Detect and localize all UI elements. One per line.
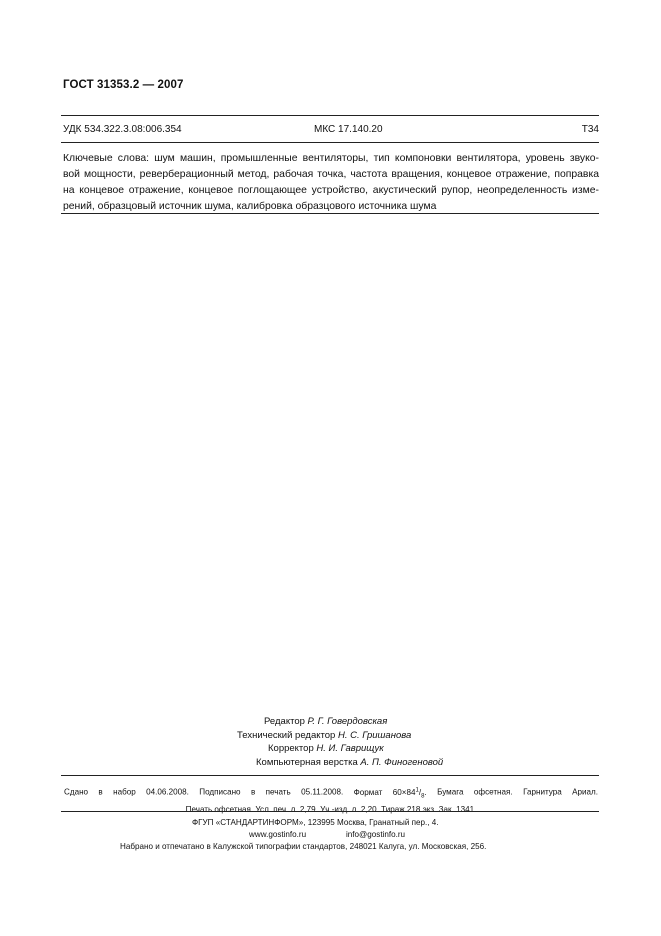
standard-code-heading: ГОСТ 31353.2 — 2007	[63, 79, 184, 91]
printer-info: Набрано и отпечатано в Калужской типографии стандартов, 248021 Калуга, ул. Московская, 256.	[120, 842, 487, 851]
tech-editor-credit	[237, 729, 411, 743]
top-divider	[61, 115, 599, 116]
layout-credit	[256, 756, 443, 770]
imprint-signed: Подписано в печать 05.11.2008.	[199, 787, 344, 797]
keywords-line: на концевое отражение, концевое поглощающее устройство, акустический рупор, неопределенность изме-	[63, 185, 599, 196]
imprint-line-1	[64, 784, 598, 803]
group-code: Т34	[581, 124, 599, 135]
proofreader-role: Корректор	[268, 743, 314, 754]
tech-editor-name: Н. С. Гришанова	[337, 729, 412, 741]
tech-editor-role: Технический редактор	[237, 729, 336, 741]
credits-divider	[61, 775, 599, 776]
keywords-divider	[61, 213, 599, 214]
udk-code: УДК 534.322.3.08:006.354	[63, 124, 182, 135]
editor-name: Р. Г. Говердовская	[307, 716, 388, 727]
imprint-submitted: Сдано в набор 04.06.2008.	[64, 787, 189, 797]
proofreader-name: Н. И. Гаврищук	[316, 743, 384, 754]
imprint-format: Формат $60\times 84^1/_8$.	[353, 787, 427, 800]
publisher-address: ФГУП «СТАНДАРТИНФОРМ», 123995 Москва, Гранатный пер., 4.	[192, 818, 439, 827]
mks-code: МКС 17.140.20	[314, 124, 383, 135]
keywords-paragraph	[63, 151, 599, 215]
layout-role: Компьютерная верстка	[256, 756, 358, 768]
imprint-divider	[61, 811, 599, 812]
publisher-email[interactable]: info@gostinfo.ru	[346, 830, 406, 839]
publisher-website[interactable]: www.gostinfo.ru	[249, 830, 307, 839]
editor-role: Редактор	[264, 716, 305, 727]
keywords-line: вой мощности, реверберационный метод, рабочая точка, частота вращения, концевое отражение, поправка	[63, 169, 599, 180]
classification-divider	[61, 142, 599, 143]
proofreader-credit	[268, 742, 384, 756]
editor-credit	[264, 715, 387, 729]
layout-name: А. П. Финогеновой	[360, 756, 444, 768]
imprint-paper: Бумага офсетная.	[437, 787, 513, 797]
keywords-line: Ключевые слова: шум машин, промышленные вентиляторы, тип компоновки вентилятора, уровень звуко-	[63, 153, 599, 164]
imprint-typeface: Гарнитура Ариал.	[523, 787, 599, 797]
imprint-line-2: Печать офсетная. Усл. печ. л. 2,79. Уч.-изд. л. 2,20. Тираж 218 экз. Зак. 1341.	[185, 805, 477, 815]
keywords-line: рений, образцовый источник шума, калибровка образцового источника шума	[63, 201, 437, 212]
